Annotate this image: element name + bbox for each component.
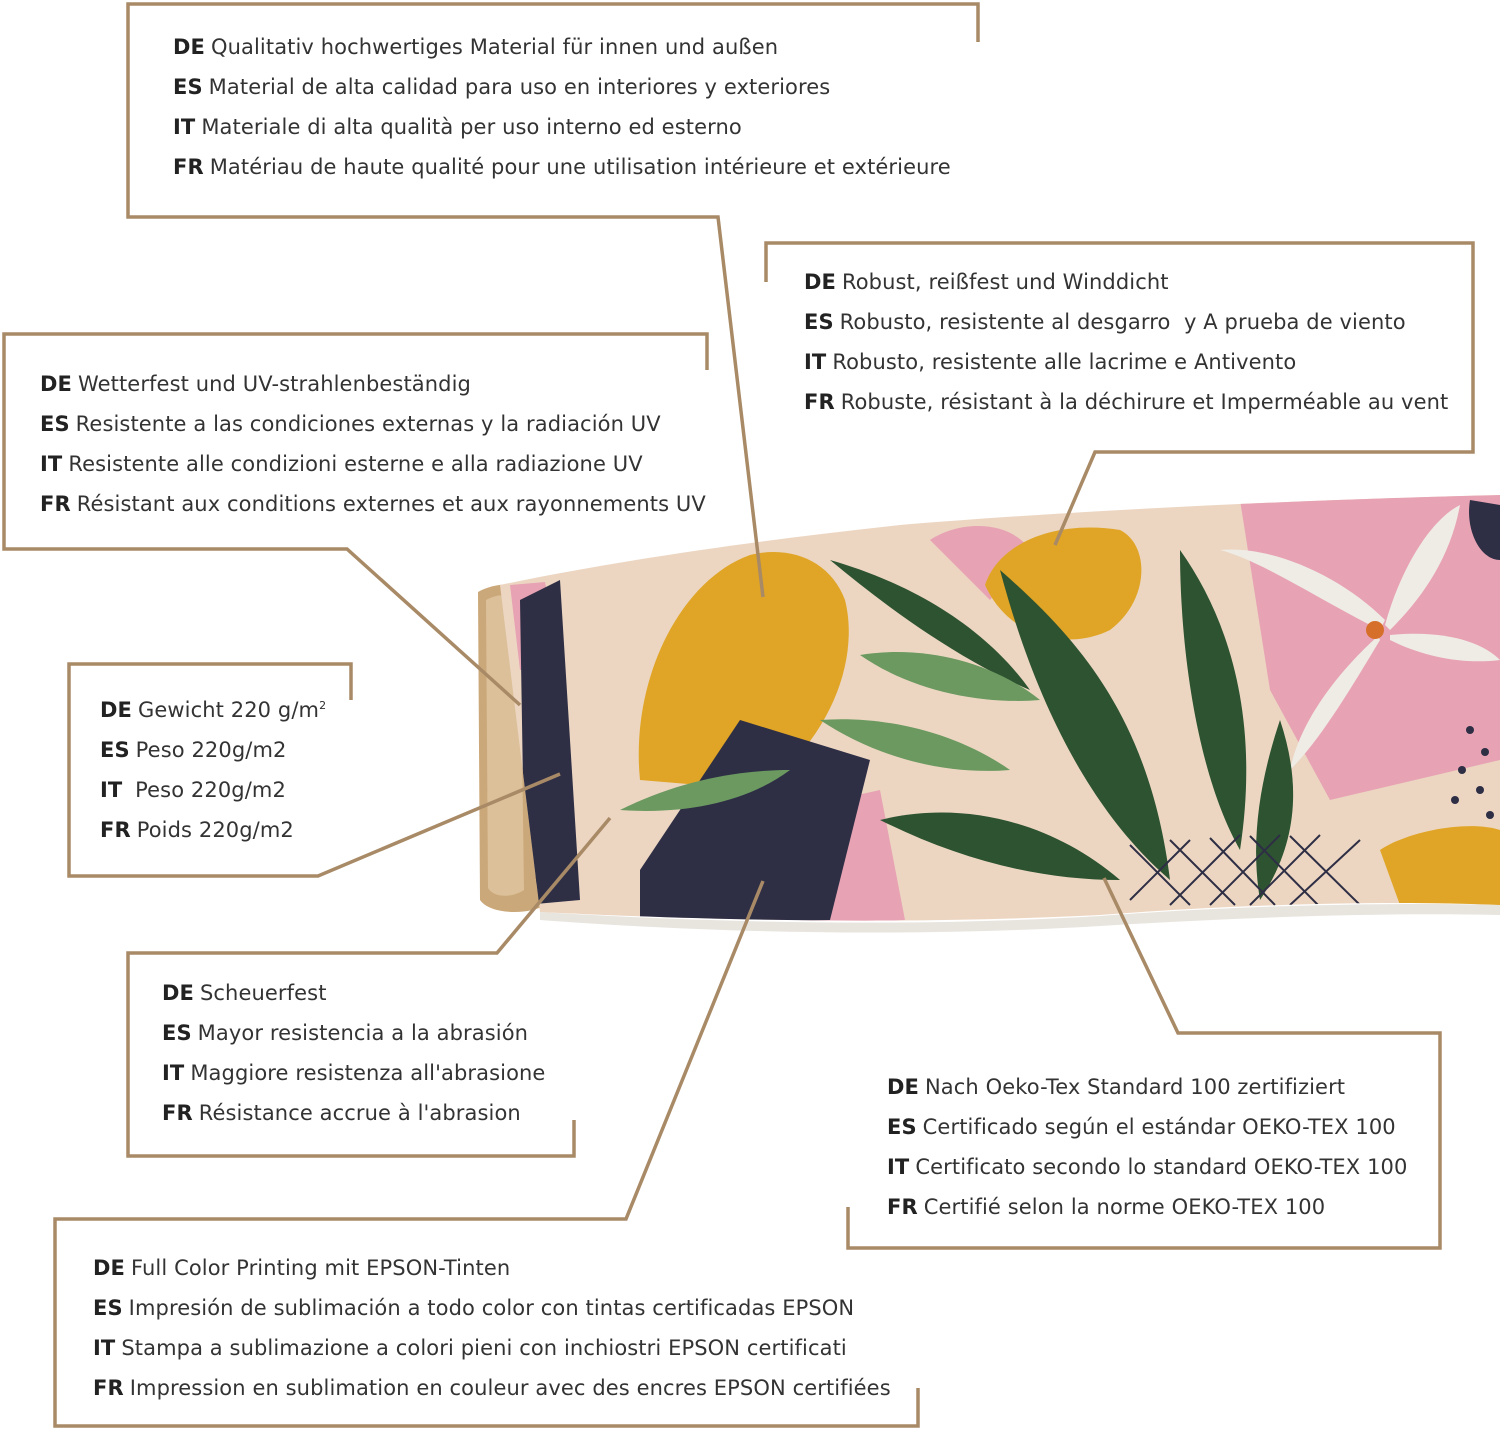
lang-code: FR (162, 1101, 193, 1125)
lang-code: IT (162, 1061, 185, 1085)
lang-code: ES (40, 412, 70, 436)
line-fr (40, 484, 706, 524)
line-de (93, 1248, 891, 1288)
line-text: Resistente alle condizioni esterne e alla radiazione UV (68, 452, 643, 476)
line-text: Certificado según el estándar OEKO-TEX 100 (922, 1115, 1396, 1139)
callout-abrasion (162, 973, 545, 1133)
line-text: Resistente a las condiciones externas y la radiación UV (75, 412, 661, 436)
line-text: Full Color Printing mit EPSON-Tinten (130, 1256, 511, 1280)
line-text: Robust, reißfest und Winddicht (841, 270, 1169, 294)
line-de (173, 27, 951, 67)
line-es (162, 1013, 545, 1053)
line-it (804, 342, 1448, 382)
callout-weather (40, 364, 706, 524)
lang-code: DE (804, 270, 836, 294)
lang-code: IT (173, 115, 196, 139)
line-de (162, 973, 545, 1013)
line-text: Mayor resistencia a la abrasión (197, 1021, 529, 1045)
lang-code: DE (40, 372, 72, 396)
line-fr (173, 147, 951, 187)
line-de (40, 364, 706, 404)
line-it (162, 1053, 545, 1093)
line-text: Maggiore resistenza all'abrasione (190, 1061, 546, 1085)
line-de (100, 690, 326, 730)
lang-code: IT (93, 1336, 116, 1360)
lang-code: DE (887, 1075, 919, 1099)
line-es (100, 730, 326, 770)
callout-printing (93, 1248, 891, 1408)
line-text: Material de alta calidad para uso en interiores y exteriores (208, 75, 831, 99)
lang-code: FR (804, 390, 835, 414)
line-text: Peso 220g/m2 (128, 778, 286, 802)
line-fr (804, 382, 1448, 422)
lang-code: DE (93, 1256, 125, 1280)
lang-code: DE (173, 35, 205, 59)
line-text: Peso 220g/m2 (135, 738, 287, 762)
line-es (40, 404, 706, 444)
lang-code: FR (887, 1195, 918, 1219)
lang-code: DE (162, 981, 194, 1005)
callout-oekotex (887, 1067, 1407, 1227)
line-text: Scheuerfest (199, 981, 327, 1005)
callout-material (173, 27, 951, 187)
fabric-roll-image (478, 480, 1500, 940)
line-es (804, 302, 1448, 342)
line-fr (100, 810, 326, 850)
lang-code: FR (173, 155, 204, 179)
line-text: Résistance accrue à l'abrasion (198, 1101, 521, 1125)
lang-code: IT (100, 778, 123, 802)
lang-code: ES (804, 310, 834, 334)
line-fr (162, 1093, 545, 1133)
line-it (173, 107, 951, 147)
line-text: Robusto, resistente al desgarro y A prueba de viento (839, 310, 1406, 334)
lang-code: ES (100, 738, 130, 762)
lang-code: ES (93, 1296, 123, 1320)
line-de (887, 1067, 1407, 1107)
line-de (804, 262, 1448, 302)
line-text: Poids 220g/m2 (136, 818, 294, 842)
line-text: Résistant aux conditions externes et aux rayonnements UV (76, 492, 706, 516)
line-text: Stampa a sublimazione a colori pieni con inchiostri EPSON certificati (121, 1336, 847, 1360)
line-text: Impression en sublimation en couleur avec des encres EPSON certifiées (129, 1376, 891, 1400)
line-text: Robusto, resistente alle lacrime e Antivento (832, 350, 1297, 374)
lang-code: ES (887, 1115, 917, 1139)
line-text: Impresión de sublimación a todo color con tintas certificadas EPSON (128, 1296, 855, 1320)
line-text: Qualitativ hochwertiges Material für innen und außen (210, 35, 779, 59)
lang-code: FR (93, 1376, 124, 1400)
line-it (100, 770, 326, 810)
line-text: Certificato secondo lo standard OEKO-TEX 100 (915, 1155, 1408, 1179)
callout-robust (804, 262, 1448, 422)
line-text: Nach Oeko-Tex Standard 100 zertifiziert (924, 1075, 1346, 1099)
line-text: Materiale di alta qualità per uso interno ed esterno (201, 115, 742, 139)
lang-code: FR (40, 492, 71, 516)
lang-code: ES (173, 75, 203, 99)
line-es (93, 1288, 891, 1328)
superscript: 2 (319, 699, 327, 712)
line-it (887, 1147, 1407, 1187)
lang-code: FR (100, 818, 131, 842)
line-it (40, 444, 706, 484)
line-es (173, 67, 951, 107)
lang-code: IT (804, 350, 827, 374)
line-text: Gewicht 220 g/m (137, 698, 320, 722)
line-text: Robuste, résistant à la déchirure et Imperméable au vent (840, 390, 1449, 414)
line-fr (93, 1368, 891, 1408)
lang-code: DE (100, 698, 132, 722)
lang-code: IT (40, 452, 63, 476)
lang-code: IT (887, 1155, 910, 1179)
lang-code: ES (162, 1021, 192, 1045)
callout-weight (100, 690, 326, 850)
line-es (887, 1107, 1407, 1147)
line-fr (887, 1187, 1407, 1227)
line-text: Certifié selon la norme OEKO-TEX 100 (923, 1195, 1326, 1219)
line-text: Matériau de haute qualité pour une utilisation intérieure et extérieure (209, 155, 951, 179)
line-it (93, 1328, 891, 1368)
line-text: Wetterfest und UV-strahlenbeständig (77, 372, 471, 396)
